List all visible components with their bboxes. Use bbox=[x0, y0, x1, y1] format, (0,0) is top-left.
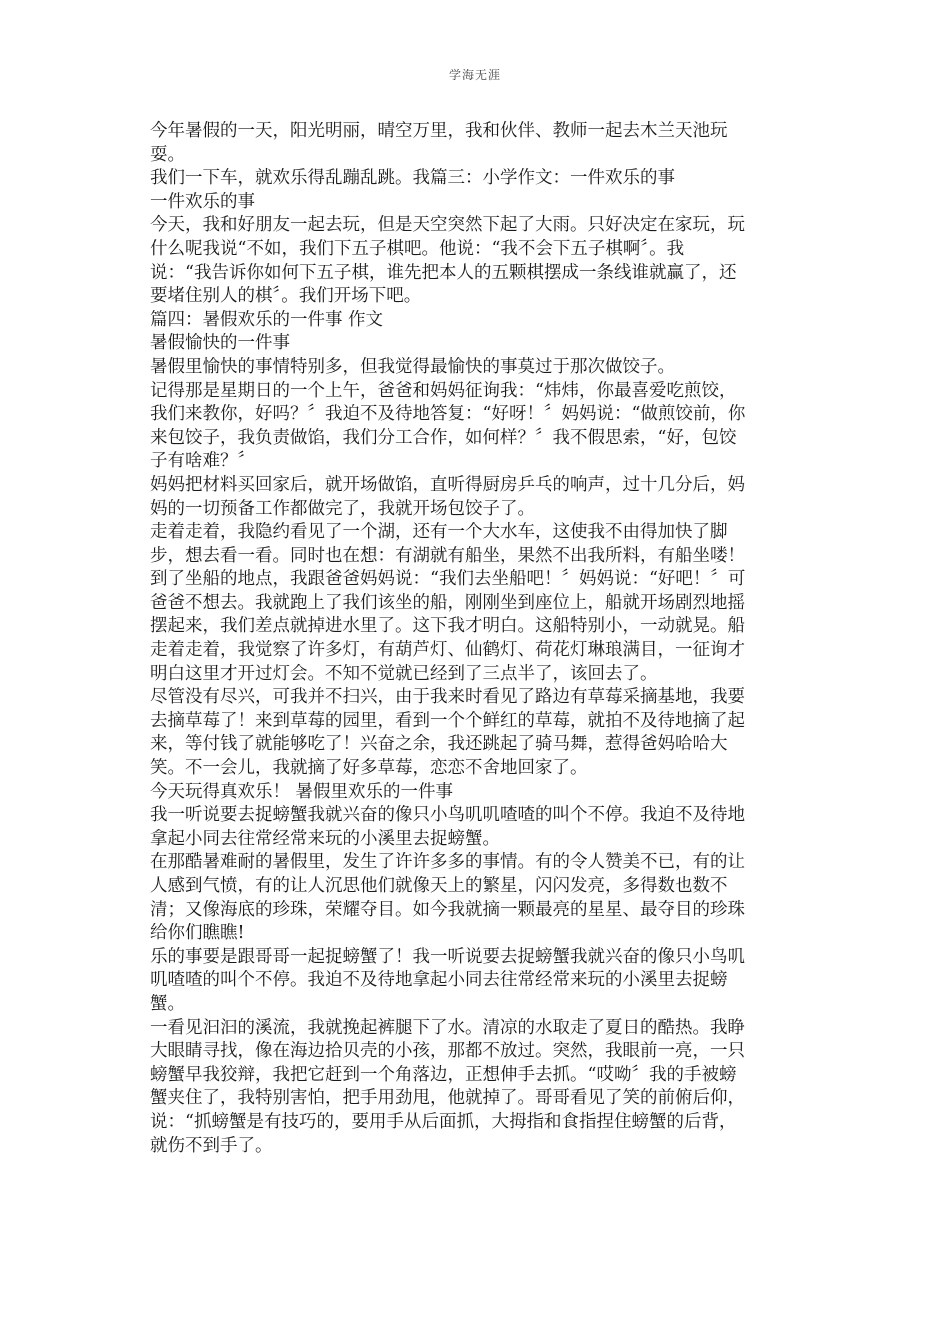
text-line: 到了坐船的地点，我跟爸爸妈妈说：“我们去坐船吧！〞妈妈说：“好吧！〞可 bbox=[150, 569, 746, 590]
text-line: 就伤不到手了。 bbox=[150, 1135, 273, 1156]
text-line: 走着走着，我觉察了许多灯，有葫芦灯、仙鹤灯、荷花灯琳琅满目，一征询才 bbox=[150, 640, 745, 661]
text-line: 我们来教你，好吗？〞我迫不及待地答复：“好呀！〞妈妈说：“做煎饺前，你 bbox=[150, 404, 746, 425]
text-line: 来包饺子，我负责做馅，我们分工合作，如何样？〞我不假思索，“好，包饺 bbox=[150, 427, 737, 448]
text-line: 暑假愉快的一件事 bbox=[150, 333, 290, 354]
text-line: 步，想去看一看。同时也在想：有湖就有船坐，果然不出我所料，有船坐喽！ bbox=[150, 545, 745, 566]
text-line: 什么呢我说“不如，我们下五子棋吧。他说：“我不会下五子棋啊〞。我 bbox=[150, 238, 685, 259]
text-line: 子有啥难？〞 bbox=[150, 451, 255, 472]
text-line: 蟹。 bbox=[150, 993, 185, 1014]
text-line: 来，等付钱了就能够吃了！兴奋之余，我还跳起了骑马舞，惹得爸妈哈哈大 bbox=[150, 734, 728, 755]
text-line: 今天玩得真欢乐！ 暑假里欢乐的一件事 bbox=[150, 781, 454, 802]
text-line: 叽喳喳的叫个不停。我迫不及待地拿起小同去往常经常来玩的小溪里去捉螃 bbox=[150, 970, 728, 991]
page-header: 学海无涯 bbox=[448, 68, 501, 82]
text-line: 我们一下车，就欢乐得乱蹦乱跳。我篇三：小学作文：一件欢乐的事 bbox=[150, 168, 675, 189]
text-line: 笑。不一会儿，我就摘了好多草莓，恋恋不舍地回家了。 bbox=[150, 758, 588, 779]
text-line: 今天，我和好朋友一起去玩，但是天空突然下起了大雨。只好决定在家玩，玩 bbox=[150, 215, 745, 236]
text-line: 今年暑假的一天，阳光明丽，晴空万里，我和伙伴、教师一起去木兰天池玩 bbox=[150, 121, 728, 141]
text-line: 暑假里愉快的事情特别多，但我觉得最愉快的事莫过于那次做饺子。 bbox=[150, 356, 675, 377]
text-line: 在那酷暑难耐的暑假里，发生了许许多多的事情。有的令人赞美不已，有的让 bbox=[150, 852, 745, 873]
text-line: 蟹夹住了，我特别害怕，把手用劲甩，他就掉了。哥哥看见了笑的前俯后仰， bbox=[150, 1088, 745, 1109]
text-line: 妈妈把材料买回家后，就开场做馅，直听得厨房乒乓的响声，过十几分后，妈 bbox=[150, 474, 745, 495]
text-line: 给你们瞧瞧! bbox=[150, 923, 245, 944]
text-line: 螃蟹早我狡辩，我把它赶到一个角落边，正想伸手去抓。“哎呦〞我的手被螃 bbox=[150, 1064, 737, 1085]
text-line: 尽管没有尽兴，可我并不扫兴，由于我来时看见了路边有草莓采摘基地，我要 bbox=[150, 687, 745, 708]
text-line: 耍。 bbox=[150, 144, 185, 165]
text-line: 说：“我告诉你如何下五子棋，谁先把本人的五颗棋摆成一条线谁就赢了，还 bbox=[150, 262, 737, 283]
text-line: 记得那是星期日的一个上午，爸爸和妈妈征询我：“炜炜，你最喜爱吃煎饺， bbox=[150, 380, 737, 401]
text-line: 明白这里才开过灯会。不知不觉就已经到了三点半了，该回去了。 bbox=[150, 663, 658, 684]
text-line: 妈的一切预备工作都做完了，我就开场包饺子了。 bbox=[150, 498, 535, 519]
text-line: 要堵住别人的棋〞。我们开场下吧。 bbox=[150, 286, 422, 307]
text-line: 乐的事要是跟哥哥一起捉螃蟹了！我一听说要去捉螃蟹我就兴奋的像只小鸟叽 bbox=[150, 946, 745, 967]
text-line: 我一听说要去捉螃蟹我就兴奋的像只小鸟叽叽喳喳的叫个不停。我迫不及待地 bbox=[150, 805, 745, 826]
text-line: 篇四：暑假欢乐的一件事 作文 bbox=[150, 309, 384, 330]
text-line: 拿起小同去往常经常来玩的小溪里去捉螃蟹。 bbox=[150, 828, 500, 849]
document-body bbox=[150, 120, 810, 1158]
text-line: 摆起来，我们差点就掉进水里了。这下我才明白。这船特别小，一动就晃。船 bbox=[150, 616, 745, 637]
text-line: 一件欢乐的事 bbox=[150, 191, 255, 212]
text-line: 大眼睛寻找，像在海边拾贝壳的小孩，那都不放过。突然，我眼前一亮，一只 bbox=[150, 1041, 745, 1062]
text-line: 去摘草莓了！来到草莓的园里，看到一个个鲜红的草莓，就拍不及待地摘了起 bbox=[150, 710, 745, 731]
text-line: 清；又像海底的珍珠，荣耀夺目。如今我就摘一颗最亮的星星、最夺目的珍珠 bbox=[150, 899, 745, 920]
text-line: 人感到气愤，有的让人沉思他们就像天上的繁星，闪闪发亮，多得数也数不 bbox=[150, 876, 728, 896]
text-line: 走着走着，我隐约看见了一个湖，还有一个大水车，这使我不由得加快了脚 bbox=[150, 522, 728, 543]
text-line: 一看见汩汩的溪流，我就挽起裤腿下了水。清凉的水取走了夏日的酷热。我睁 bbox=[150, 1017, 745, 1038]
text-line: 爸爸不想去。我就跑上了我们该坐的船，刚刚坐到座位上，船就开场剧烈地摇 bbox=[150, 592, 745, 613]
text-line: 说：“抓螃蟹是有技巧的，要用手从后面抓，大拇指和食指捏住螃蟹的后背， bbox=[150, 1111, 737, 1132]
